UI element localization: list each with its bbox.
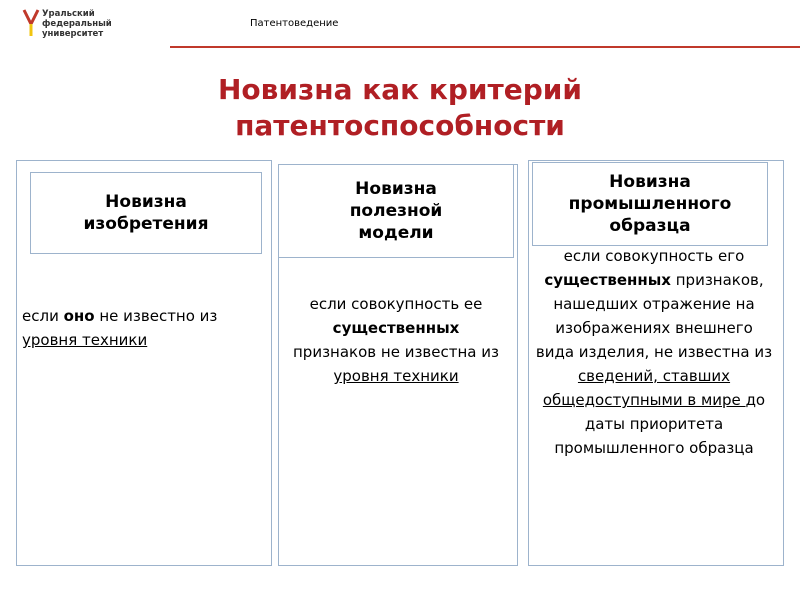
industrial-design-text-underlined: сведений, ставших общедоступными в мире xyxy=(542,367,746,409)
logo-line-1: Уральский xyxy=(42,9,95,19)
slide-title xyxy=(0,72,800,144)
utility-model-text-2: признаков не известна из xyxy=(293,343,499,361)
slide-title-line-2: патентоспособности xyxy=(235,109,565,142)
logo-line-2: федеральный xyxy=(42,19,112,29)
utility-model-heading-line-3: модели xyxy=(358,223,434,243)
header-divider xyxy=(170,46,800,48)
university-logo-icon xyxy=(22,8,40,38)
course-name: Патентоведение xyxy=(250,18,339,29)
invention-text-bold: оно xyxy=(63,307,95,325)
utility-model-text-underlined: уровня техники xyxy=(333,367,459,385)
industrial-design-heading-line-3: образца xyxy=(609,216,691,236)
utility-model-text-1: если совокупность ее xyxy=(309,295,483,313)
invention-definition xyxy=(22,304,262,352)
slide-title-line-1: Новизна как критерий xyxy=(217,73,583,106)
utility-model-heading xyxy=(278,164,514,258)
industrial-design-definition xyxy=(534,244,774,460)
university-logo xyxy=(22,8,142,42)
logo-line-3: университет xyxy=(42,29,104,39)
invention-heading-line-1: Новизна xyxy=(105,192,187,212)
university-name xyxy=(42,9,112,39)
industrial-design-text-2: признаков, нашедших отражение на изображениях внешнего вида изделия, не известна из xyxy=(535,271,773,361)
invention-text-2: не известно из xyxy=(94,307,218,325)
industrial-design-text-1: если совокупность его xyxy=(563,247,745,265)
utility-model-heading-line-1: Новизна xyxy=(355,179,437,199)
invention-text-underlined: уровня техники xyxy=(22,331,148,349)
industrial-design-heading xyxy=(532,162,768,246)
industrial-design-heading-line-2: промышленного xyxy=(568,194,732,214)
industrial-design-text-3: до даты приоритета промышленного образца xyxy=(554,391,766,457)
industrial-design-heading-line-1: Новизна xyxy=(609,172,691,192)
utility-model-heading-line-2: полезной xyxy=(349,201,443,221)
invention-heading xyxy=(30,172,262,254)
industrial-design-text-bold: существенных xyxy=(544,271,671,289)
invention-heading-line-2: изобретения xyxy=(83,214,209,234)
utility-model-definition xyxy=(290,292,502,388)
invention-text-1: если xyxy=(22,307,64,325)
utility-model-text-bold: существенных xyxy=(332,319,460,337)
